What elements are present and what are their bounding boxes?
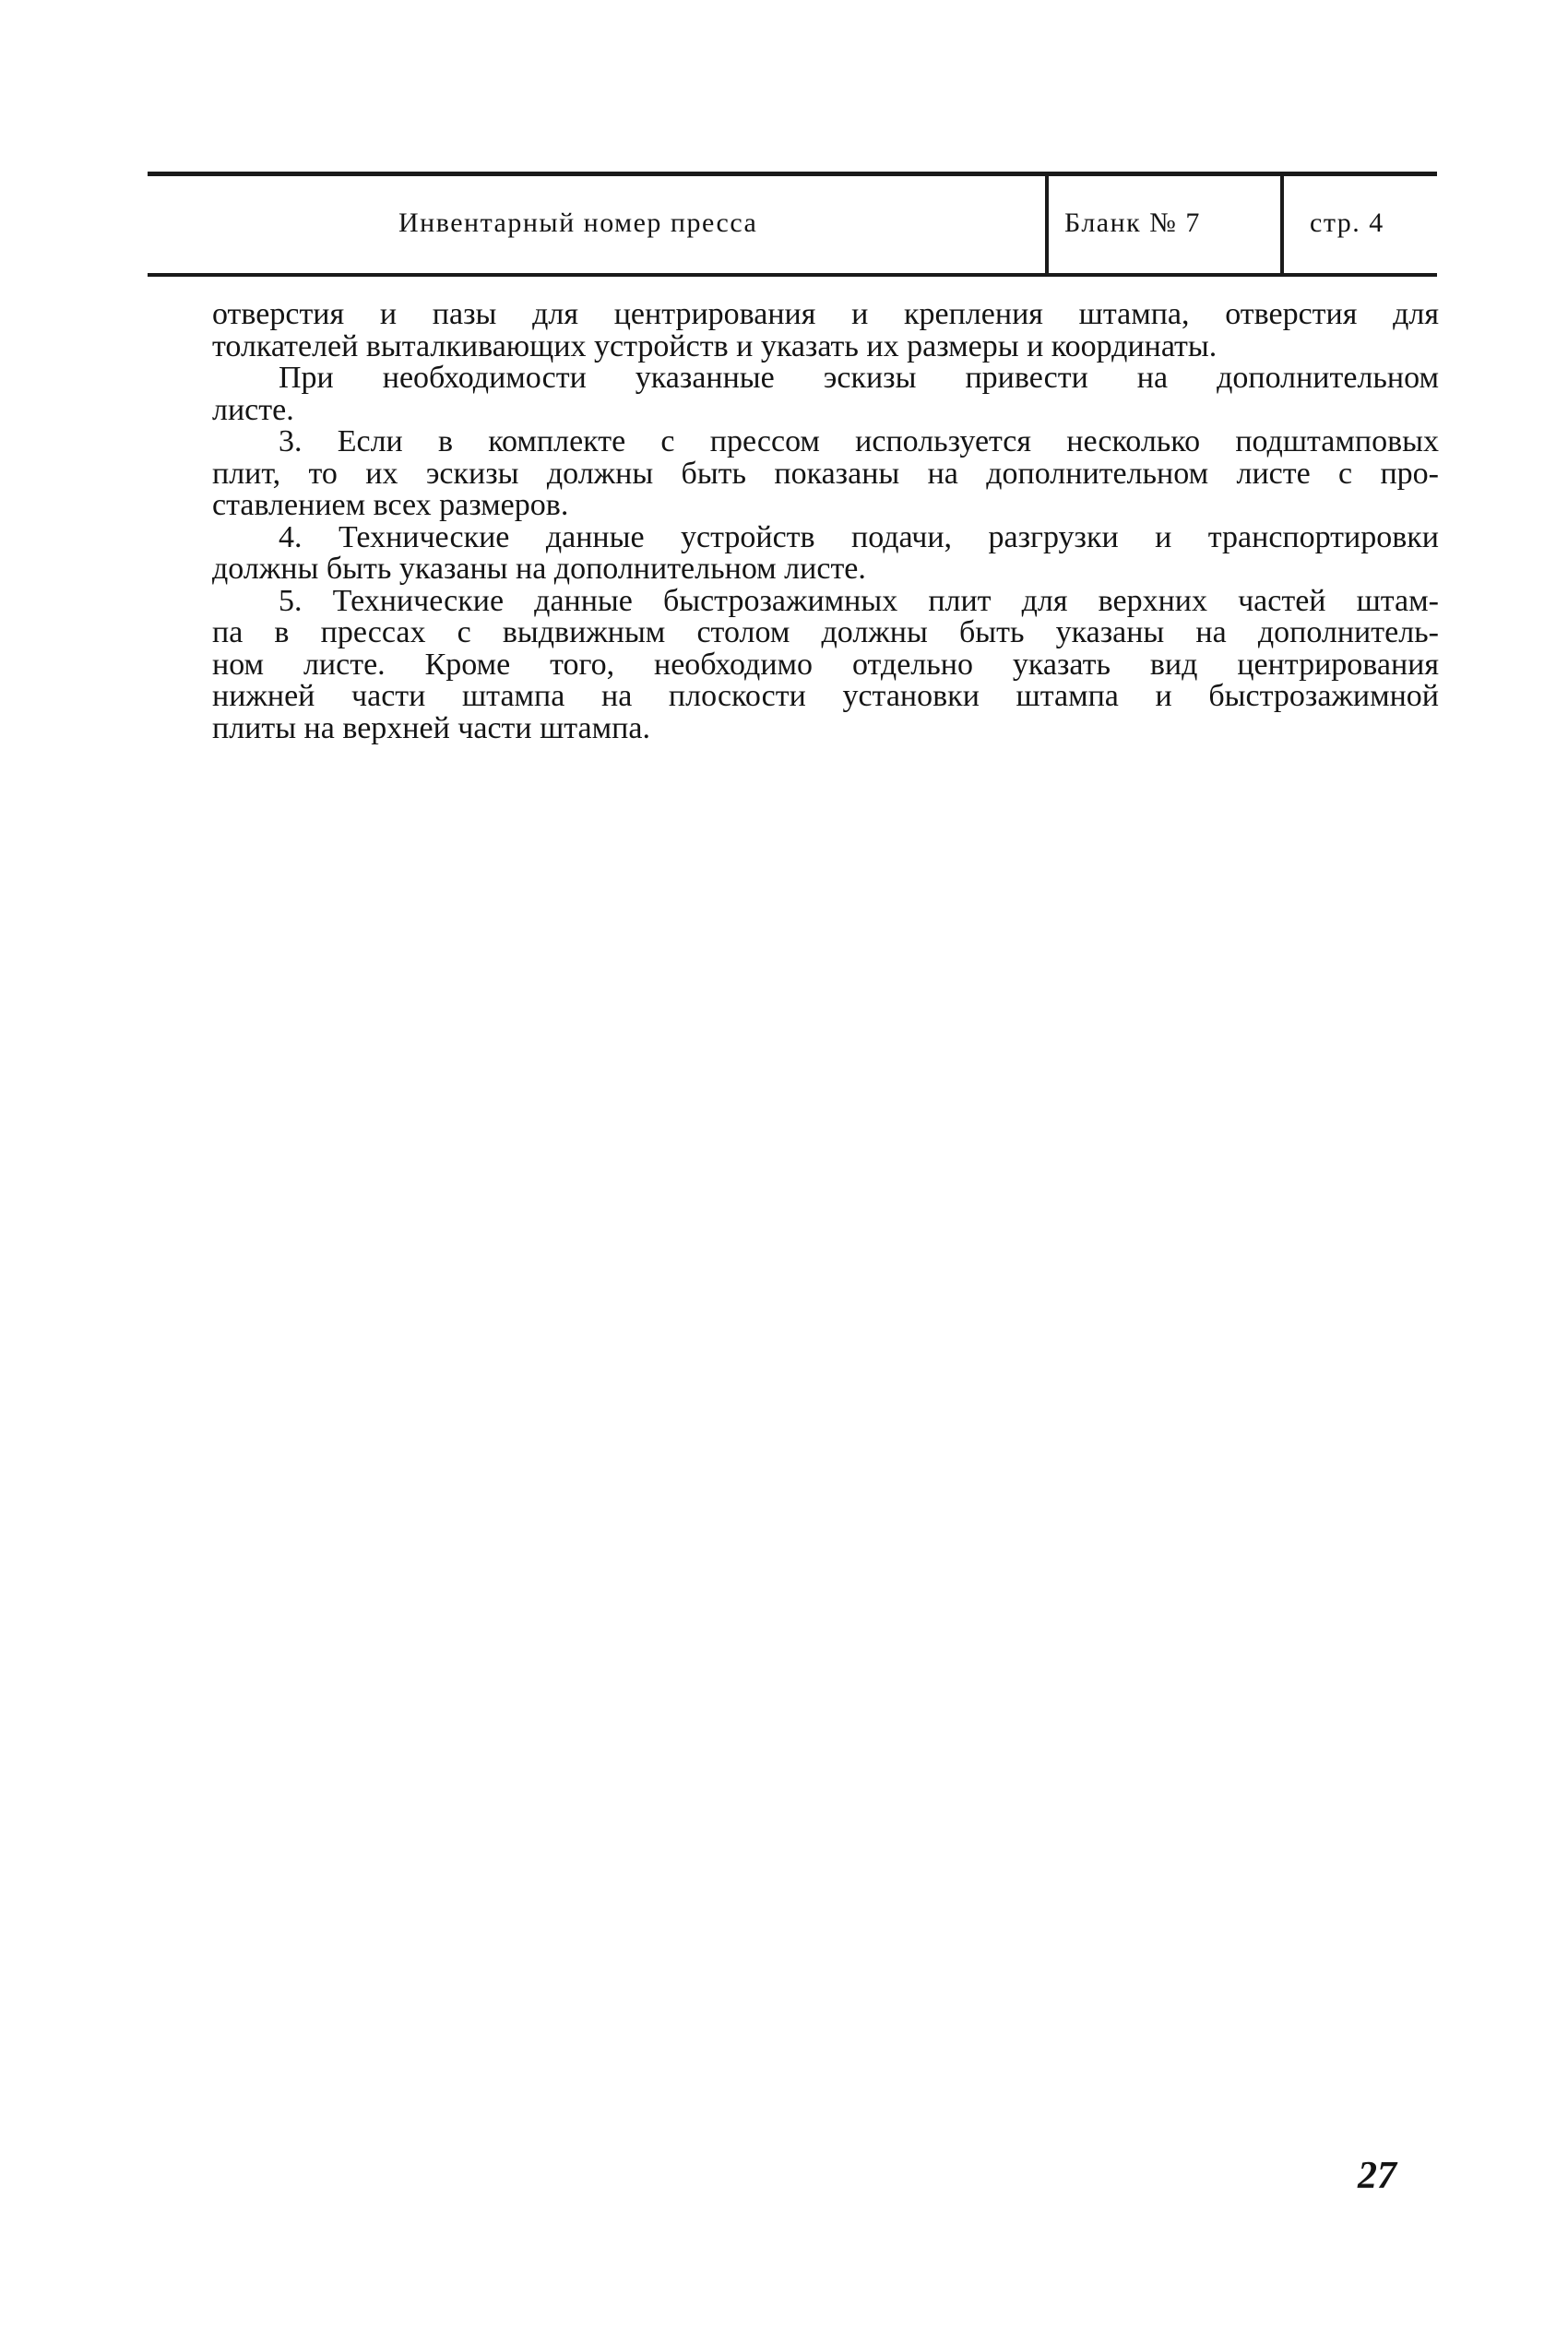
paragraph-item-5-line-3 xyxy=(212,649,1439,682)
paragraph-item-3-end xyxy=(212,490,1439,522)
header-divider-2 xyxy=(1280,172,1284,276)
form-number-label: Бланк № 7 xyxy=(1064,208,1201,238)
paragraph-sketches xyxy=(212,363,1439,395)
paragraph-continuation xyxy=(212,299,1439,331)
header-divider-1 xyxy=(1045,172,1049,276)
paragraph-sketches-end xyxy=(212,392,1439,427)
text-line: плиты на верхней части штампа. xyxy=(212,710,650,745)
paragraph-item-5-line-4 xyxy=(212,681,1439,713)
text-line: па в прессах с выдвижным столом должны быть указаны на дополнитель- xyxy=(212,615,1439,649)
text-line: плит, то их эскизы должны быть показаны на дополнительном листе с про- xyxy=(212,456,1439,491)
paragraph-item-3 xyxy=(212,426,1439,458)
inventory-number-label: Инвентарный номер пресса xyxy=(398,208,758,238)
text-line: должны быть указаны на дополнительном листе. xyxy=(212,552,866,586)
text-line: 4. Технические данные устройств подачи, разгрузки и транспортировки xyxy=(279,519,1439,554)
text-line: нижней части штампа на плоскости установки штампа и быстрозажимной xyxy=(212,679,1439,713)
body-text xyxy=(212,299,1439,744)
paragraph-continuation-end xyxy=(212,328,1439,363)
header-top-rule xyxy=(148,172,1437,176)
text-line: толкателей выталкивающих устройств и указать их размеры и координаты. xyxy=(212,328,1218,363)
text-line: 3. Если в комплекте с прессом используется несколько подштамповых xyxy=(279,424,1439,458)
page-label: стр. 4 xyxy=(1310,208,1384,238)
paragraph-item-5-end xyxy=(212,710,1439,745)
header-bottom-rule xyxy=(148,273,1437,277)
paragraph-item-5 xyxy=(212,583,1439,618)
page-number: 27 xyxy=(1358,2155,1396,2197)
text-line: При необходимости указанные эскизы привести на дополнительном xyxy=(279,361,1439,395)
paragraph-item-3-line-2 xyxy=(212,458,1439,491)
text-line: ставлением всех размеров. xyxy=(212,488,569,522)
paragraph-item-4-end xyxy=(212,553,1439,586)
text-line: 5. Технические данные быстрозажимных плит для верхних частей штам- xyxy=(279,583,1439,618)
paragraph-item-5-line-2 xyxy=(212,617,1439,649)
paragraph-item-4 xyxy=(212,519,1439,554)
text-line: отверстия и пазы для центрирования и крепления штампа, отверстия для xyxy=(212,297,1439,331)
text-line: ном листе. Кроме того, необходимо отдельно указать вид центрирования xyxy=(212,647,1439,682)
text-line: листе. xyxy=(212,392,294,427)
